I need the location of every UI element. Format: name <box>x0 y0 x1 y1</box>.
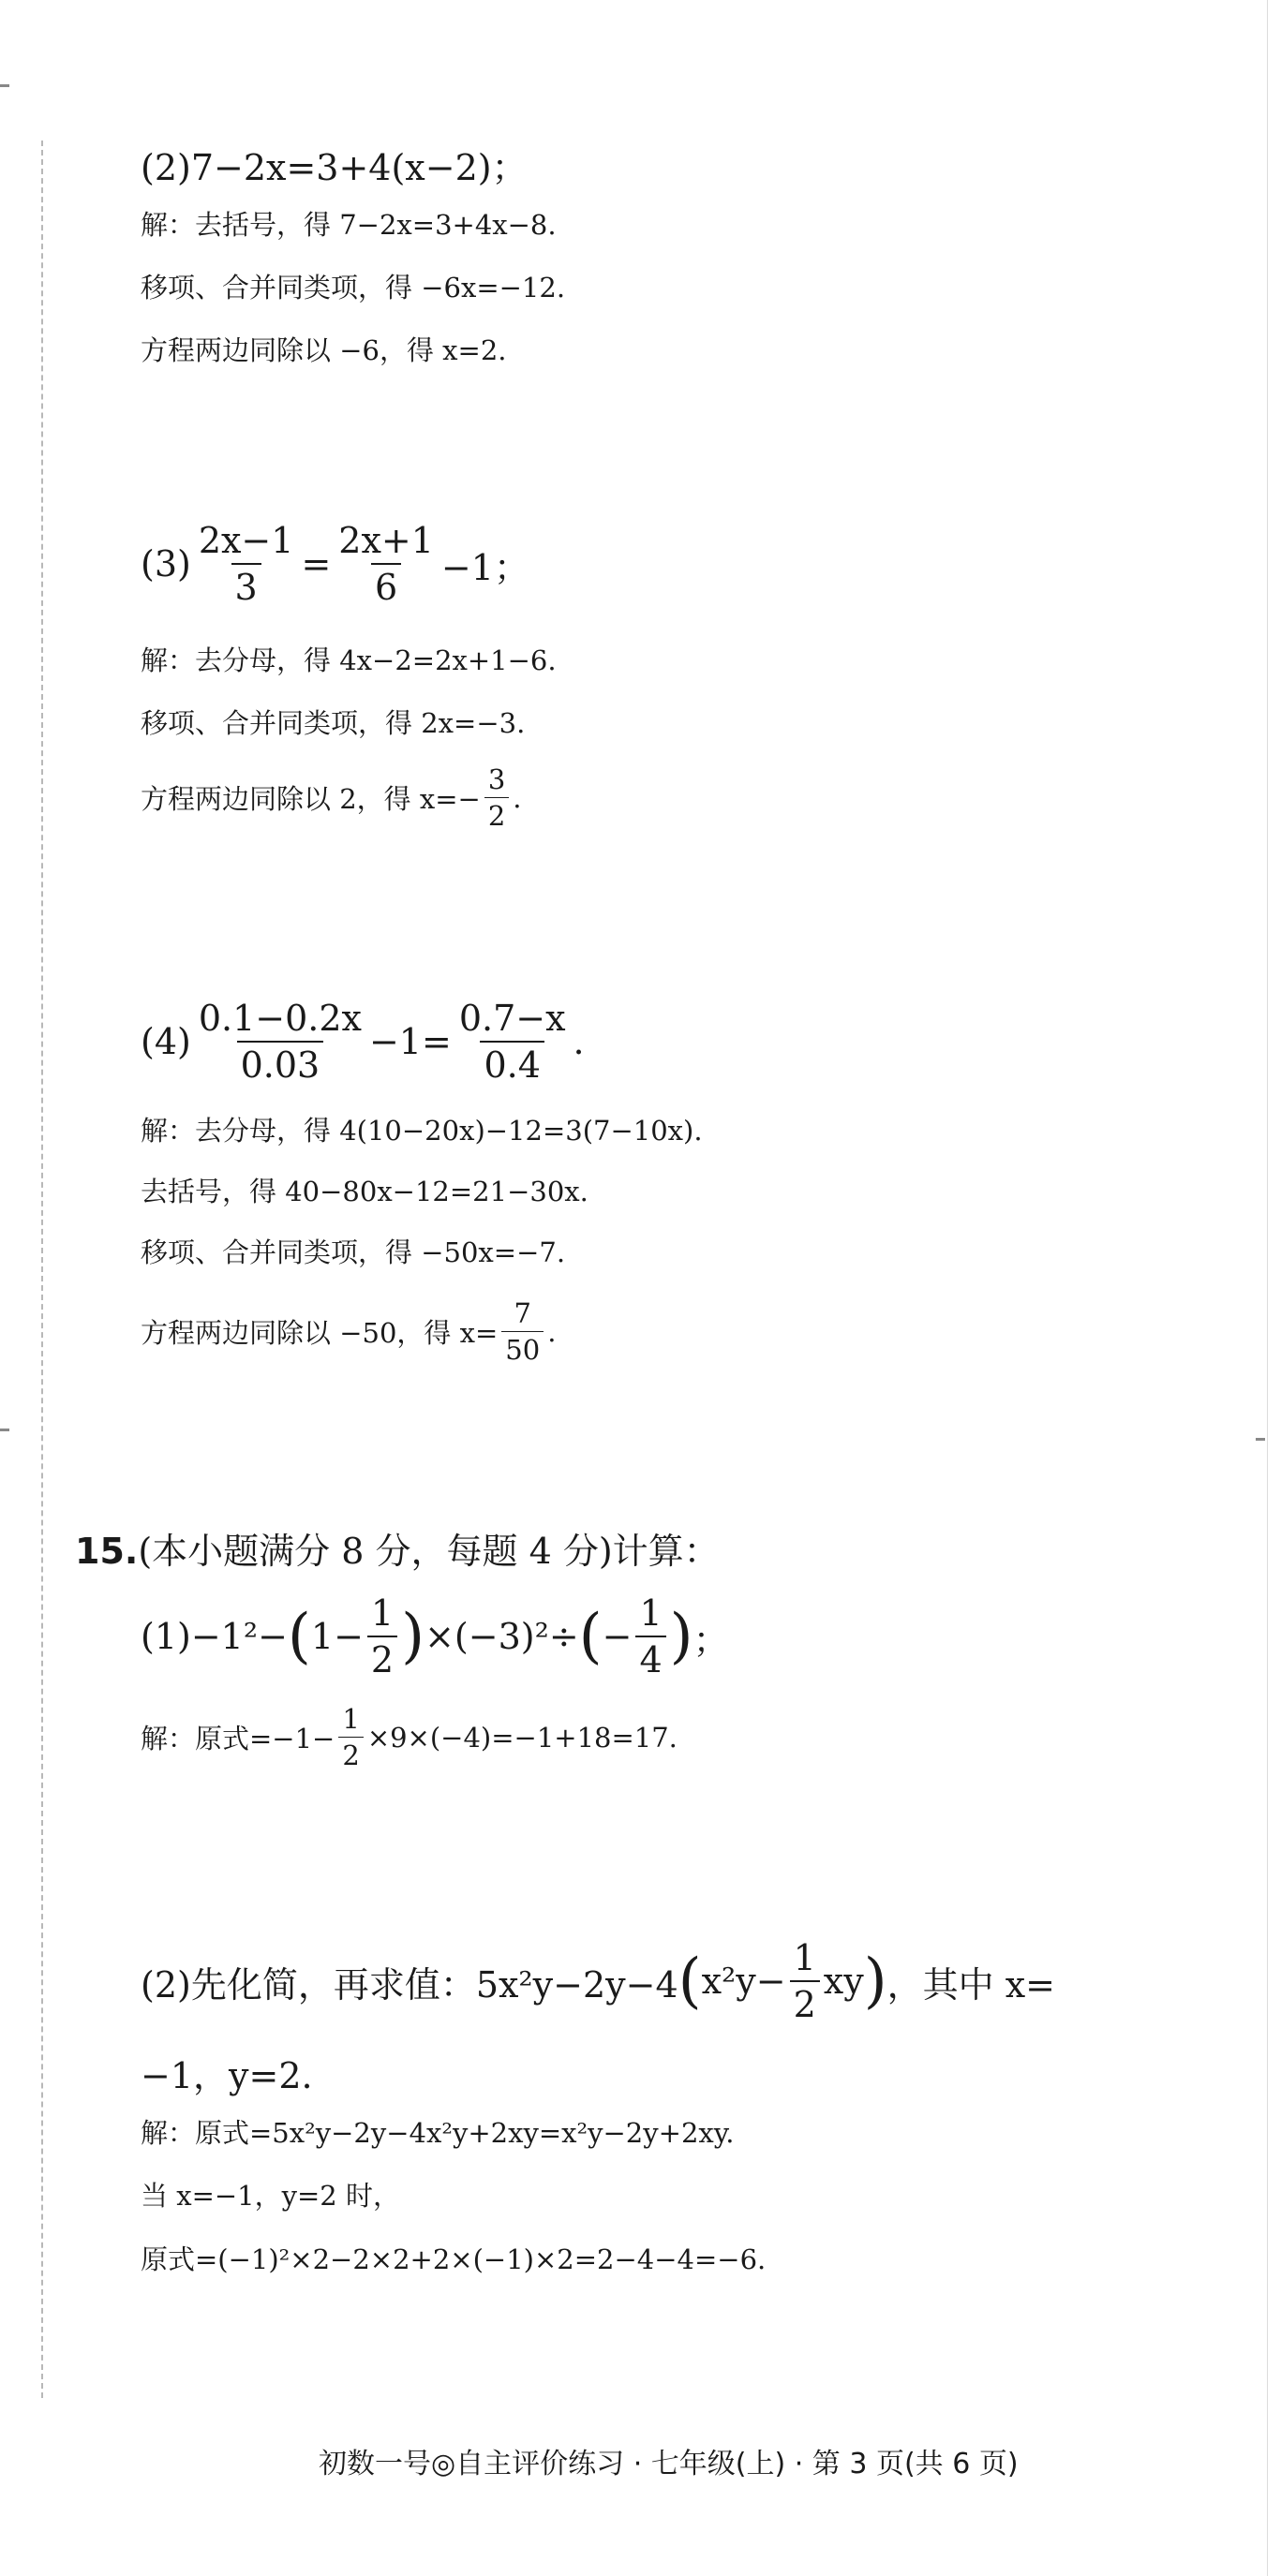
expression-part: ×(−3)²÷ <box>425 1616 579 1657</box>
expression-tail: −1； <box>440 546 529 588</box>
numerator: 0.7−x <box>458 998 566 1039</box>
numerator: 7 <box>514 1297 531 1329</box>
denominator: 2 <box>367 1636 397 1680</box>
fraction <box>455 998 570 1086</box>
problem-4-label: (4) <box>141 1021 191 1062</box>
fraction <box>635 1592 665 1680</box>
expression-tail: ，其中 x= <box>886 1963 1056 2006</box>
problem-3-label: (3) <box>141 543 191 585</box>
right-paren: ) <box>401 1602 425 1671</box>
margin-mark <box>0 84 9 87</box>
left-paren: ( <box>678 1947 702 2016</box>
fraction <box>501 1297 544 1366</box>
right-paren: ) <box>669 1602 693 1671</box>
question-15-title <box>75 1522 720 1574</box>
problem-15-2-step-2: 当 x=−1，y=2 时， <box>141 2180 400 2212</box>
numerator: 1 <box>370 1592 395 1634</box>
numerator: 1 <box>342 1703 360 1735</box>
step-text: 解：原式=−1− <box>141 1723 335 1754</box>
problem-15-1-question <box>141 1592 729 1680</box>
problem-3-question <box>141 520 529 608</box>
problem-4-step-3: 移项、合并同类项，得 −50x=−7. <box>141 1236 566 1268</box>
left-paren: ( <box>287 1602 311 1671</box>
problem-3-step-2: 移项、合并同类项，得 2x=−3. <box>141 707 526 739</box>
expression-start: (1)−1²− <box>141 1616 288 1657</box>
page-footer: 初数一号◎自主评价练习 · 七年级(上) · 第 3 页(共 6 页) <box>319 2448 1019 2480</box>
problem-4-question <box>141 998 585 1086</box>
margin-mark <box>0 1429 9 1431</box>
expression-part: x²y− <box>701 1961 786 2002</box>
margin-mark <box>1256 1438 1265 1441</box>
step-text: 方程两边同除以 −50，得 x= <box>141 1317 499 1349</box>
question-header: (本小题满分 8 分，每题 4 分)计算： <box>138 1531 720 1572</box>
denominator: 0.03 <box>237 1041 324 1086</box>
problem-3-step-1: 解：去分母，得 4x−2=2x+1−6. <box>141 644 557 676</box>
expression-middle: −1= <box>368 1021 452 1062</box>
problem-3-step-3 <box>141 763 522 832</box>
page-edge <box>1267 0 1268 2576</box>
problem-15-1-solution <box>141 1703 678 1771</box>
step-text-end: ×9×(−4)=−1+18=17. <box>366 1721 678 1754</box>
problem-2-step-2: 移项、合并同类项，得 −6x=−12. <box>141 272 566 303</box>
problem-4-step-2: 去括号，得 40−80x−12=21−30x. <box>141 1176 588 1207</box>
problem-15-2-question <box>141 1937 1055 2025</box>
denominator: 2 <box>790 1980 820 2025</box>
problem-15-2-step-1: 解：原式=5x²y−2y−4x²y+2xy=x²y−2y+2xy. <box>141 2117 735 2149</box>
expression-start: (2)先化简，再求值：5x²y−2y−4 <box>141 1963 678 2006</box>
right-paren: ) <box>863 1947 887 2016</box>
denominator: 2 <box>338 1737 363 1771</box>
fraction <box>195 998 365 1086</box>
binding-margin-line <box>41 141 43 2398</box>
expression-part: xy <box>823 1961 864 2002</box>
denominator: 3 <box>231 563 261 608</box>
problem-15-2-question-line-2: −1，y=2. <box>141 2055 313 2096</box>
problem-4-step-4 <box>141 1297 556 1366</box>
denominator: 0.4 <box>480 1041 544 1086</box>
problem-15-2-step-3: 原式=(−1)²×2−2×2+2×(−1)×2=2−4−4=−6. <box>141 2243 767 2275</box>
fraction <box>195 520 298 608</box>
problem-2-step-3: 方程两边同除以 −6，得 x=2. <box>141 334 507 366</box>
problem-2-question: (2)7−2x=3+4(x−2)； <box>141 147 528 188</box>
step-text: 方程两边同除以 2，得 x=− <box>141 783 481 815</box>
left-paren: ( <box>578 1602 603 1671</box>
problem-4-step-1: 解：去分母，得 4(10−20x)−12=3(7−10x). <box>141 1115 703 1147</box>
equals-sign: = <box>301 543 332 585</box>
step-text-end: . <box>547 1315 557 1348</box>
fraction <box>338 1703 363 1771</box>
expression-tail: ； <box>693 1619 729 1661</box>
denominator: 4 <box>635 1636 665 1680</box>
expression-tail: . <box>573 1021 585 1062</box>
minus-sign: − <box>602 1616 633 1657</box>
expression-part: 1− <box>310 1616 364 1657</box>
problem-2-step-1: 解：去括号，得 7−2x=3+4x−8. <box>141 209 557 241</box>
denominator: 6 <box>371 563 401 608</box>
numerator: 0.1−0.2x <box>198 998 362 1039</box>
question-number: 15. <box>75 1531 139 1572</box>
denominator: 50 <box>501 1331 544 1366</box>
numerator: 3 <box>487 763 506 795</box>
numerator: 2x+1 <box>338 520 434 561</box>
fraction <box>484 763 509 832</box>
numerator: 1 <box>793 1937 816 1978</box>
fraction <box>367 1592 397 1680</box>
fraction <box>335 520 438 608</box>
numerator: 2x−1 <box>198 520 294 561</box>
step-text-end: . <box>513 781 522 814</box>
numerator: 1 <box>639 1592 663 1634</box>
fraction <box>790 1937 820 2025</box>
denominator: 2 <box>484 797 509 832</box>
